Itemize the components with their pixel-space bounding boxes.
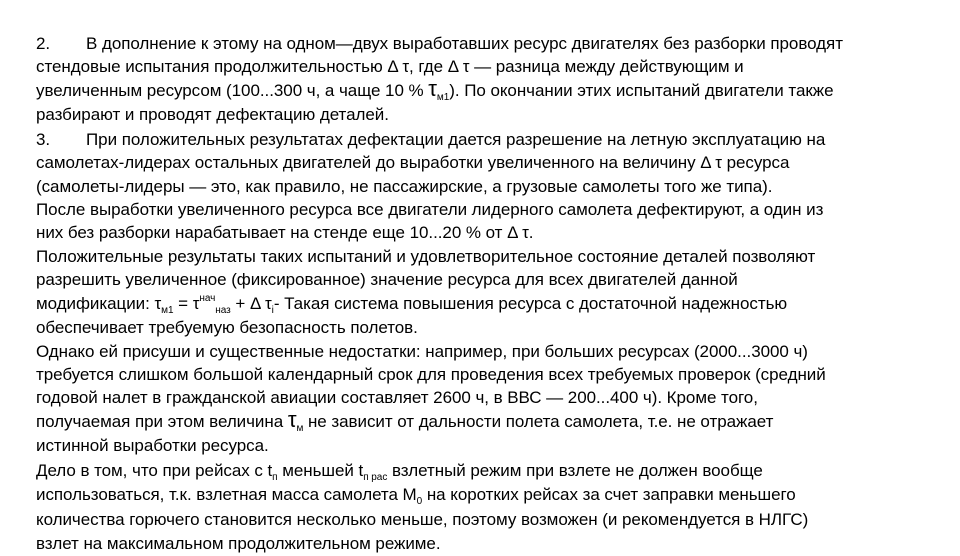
- slide-text-body: [36, 32, 936, 556]
- paragraph: [36, 459, 936, 556]
- text-run: При положительных результатах дефектации дается разрешение на летную эксплуатацию на: [86, 129, 826, 149]
- text-run: взлетный режим при взлете не должен вообще: [387, 460, 763, 480]
- superscript: нач: [199, 292, 216, 304]
- text-line: [36, 75, 936, 104]
- list-item-2: [36, 32, 936, 128]
- text-line: количества горючего становится несколько меньше, поэтому возможен (и рекомендуется в НЛГС): [36, 509, 809, 529]
- list-number: 3.: [36, 129, 51, 149]
- text-line: Положительные результаты таких испытаний и удовлетворительное состояние деталей позволяют: [36, 246, 816, 266]
- text-run: + Δ τ: [230, 293, 272, 313]
- text-line: самолетах-лидерах остальных двигателей до выработки увеличенного на величину Δ τ ресурса: [36, 153, 790, 173]
- tau-symbol: τ: [287, 406, 297, 432]
- text-run: Дело в том, что при рейсах с t: [36, 460, 273, 480]
- subscript: наз: [215, 304, 231, 316]
- formula-line: [36, 292, 936, 317]
- text-line: стендовые испытания продолжительностью Δ τ, где Δ τ — разница между действующим и: [36, 57, 744, 77]
- text-line: После выработки увеличенного ресурса все двигатели лидерного самолета дефектируют, а один из: [36, 200, 824, 220]
- paragraph: [36, 245, 936, 340]
- tau-symbol: τ: [428, 75, 437, 101]
- subscript: i: [271, 304, 274, 316]
- text-line: [36, 32, 936, 55]
- text-run: на коротких рейсах за счет заправки меньшего: [422, 485, 796, 505]
- text-line: [36, 406, 936, 435]
- text-line: требуется слишком большой календарный срок для проведения всех требуемых проверок (средний: [36, 364, 826, 384]
- text-run: не зависит от дальности полета самолета, т.е. не отражает: [303, 411, 774, 431]
- text-line: Однако ей присуши и существенные недостатки: например, при больших ресурсах (2000...3000 ч): [36, 341, 808, 361]
- text-line: взлет на максимальном продолжительном режиме.: [36, 534, 441, 554]
- subscript: п рас: [363, 471, 388, 483]
- text-run: использоваться, т.к. взлетная масса самолета М: [36, 485, 417, 505]
- text-line: [36, 128, 936, 151]
- text-run: получаемая при этом величина: [36, 411, 288, 431]
- text-run: = τ: [173, 293, 200, 313]
- paragraph: [36, 198, 936, 245]
- text-line: разрешить увеличенное (фиксированное) значение ресурса для всех двигателей данной: [36, 270, 738, 290]
- list-number: 2.: [36, 34, 51, 53]
- paragraph: [36, 340, 936, 459]
- text-line: разбирают и проводят дефектацию деталей.: [36, 105, 389, 125]
- text-line: истинной выработки ресурса.: [36, 436, 269, 456]
- text-line: обеспечивает требуемую безопасность полетов.: [36, 318, 418, 338]
- text-line: них без разборки нарабатывает на стенде еще 10...20 % от Δ τ.: [36, 223, 534, 243]
- subscript: п: [272, 471, 278, 483]
- subscript: м1: [436, 91, 450, 103]
- text-line: [36, 459, 936, 484]
- text-run: меньшей t: [277, 460, 364, 480]
- text-run: ). По окончании этих испытаний двигатели также: [449, 80, 834, 100]
- text-run: В дополнение к этому на одном—двух выработавших ресурс двигателях без разборки проводят: [86, 34, 843, 53]
- list-item-3: [36, 128, 936, 198]
- text-line: [36, 483, 936, 508]
- text-run: модификации: τ: [36, 293, 162, 313]
- subscript: 0: [416, 496, 423, 508]
- subscript: м: [296, 422, 304, 434]
- text-line: (самолеты-лидеры — это, как правило, не пассажирские, а грузовые самолеты того же типа).: [36, 176, 773, 196]
- text-line: годовой налет в гражданской авиации составляет 2600 ч, в ВВС — 200...400 ч). Кроме того,: [36, 388, 758, 408]
- text-run: увеличенным ресурсом (100...300 ч, а чаще 10 %: [36, 80, 429, 100]
- text-run: - Такая система повышения ресурса с достаточной надежностью: [273, 293, 788, 313]
- subscript: м1: [161, 304, 174, 316]
